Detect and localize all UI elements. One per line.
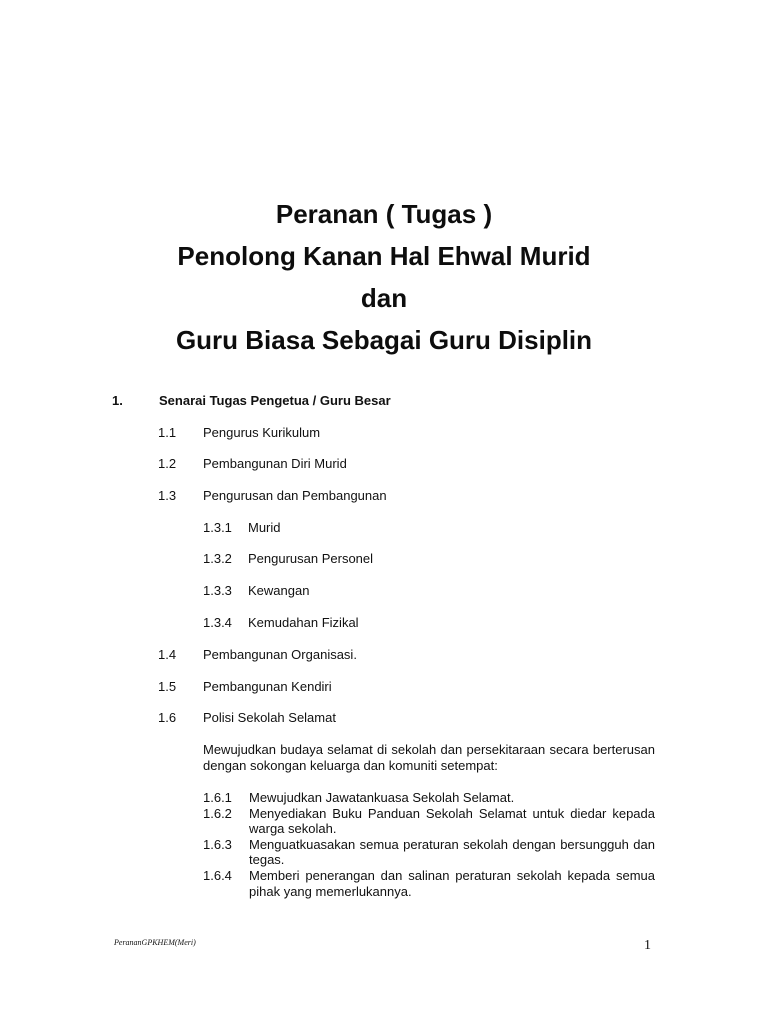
title-line-1: Peranan ( Tugas )	[275, 199, 493, 229]
item-number: 1.5	[158, 679, 177, 694]
footer-document-name: PerananGPKHEM(Meri)	[114, 938, 196, 947]
title-line-3: dan	[360, 283, 408, 313]
item-label: Polisi Sekolah Selamat	[203, 710, 336, 725]
sublist-item-1-6-1	[203, 790, 655, 806]
item-label: Memberi penerangan dan salinan peraturan sekolah kepada semua pihak yang memerlukannya.	[249, 867, 655, 899]
item-number: 1.6.1	[203, 790, 232, 805]
item-number: 1.3.4	[203, 615, 232, 630]
title-line-4: Guru Biasa Sebagai Guru Disiplin	[175, 325, 593, 355]
sublist-item-1-6-4	[203, 868, 655, 899]
item-number: 1.3.2	[203, 551, 232, 566]
policy-paragraph: Mewujudkan budaya selamat di sekolah dan persekitaraan secara berterusan dengan sokongan keluarga dan komuniti setempat:	[203, 742, 655, 773]
item-label: Kemudahan Fizikal	[248, 615, 359, 630]
item-label: Menyediakan Buku Panduan Sekolah Selamat untuk diedar kepada warga sekolah.	[249, 805, 655, 837]
policy-sublist	[203, 790, 655, 899]
item-number: 1.4	[158, 647, 177, 662]
item-label: Mewujudkan Jawatankuasa Sekolah Selamat.	[249, 790, 515, 805]
item-label: Pengurus Kurikulum	[203, 425, 321, 440]
sublist-item-1-6-2	[203, 806, 655, 837]
item-label: Pembangunan Organisasi.	[203, 647, 357, 662]
section-title: Senarai Tugas Pengetua / Guru Besar	[159, 393, 391, 408]
item-number: 1.6.3	[203, 836, 232, 852]
item-number: 1.3.3	[203, 583, 232, 598]
item-label: Pengurusan dan Pembangunan	[203, 488, 387, 503]
item-label: Pengurusan Personel	[248, 551, 374, 566]
item-label: Menguatkuasakan semua peraturan sekolah dengan bersungguh dan tegas.	[249, 836, 655, 868]
item-number: 1.6.2	[203, 805, 232, 821]
item-number: 1.3	[158, 488, 177, 503]
item-number: 1.6	[158, 710, 177, 725]
sublist-item-1-6-3	[203, 837, 655, 868]
title-line-2: Penolong Kanan Hal Ehwal Murid	[177, 241, 591, 271]
document-title	[0, 193, 768, 361]
item-number: 1.1	[158, 425, 177, 440]
item-label: Kewangan	[248, 583, 310, 598]
item-label: Pembangunan Diri Murid	[203, 456, 347, 471]
item-number: 1.2	[158, 456, 177, 471]
item-label: Murid	[248, 520, 281, 535]
item-label: Pembangunan Kendiri	[203, 679, 332, 694]
item-number: 1.3.1	[203, 520, 232, 535]
item-number: 1.6.4	[203, 867, 232, 883]
section-number: 1.	[112, 393, 123, 408]
page-number: 1	[644, 938, 651, 953]
